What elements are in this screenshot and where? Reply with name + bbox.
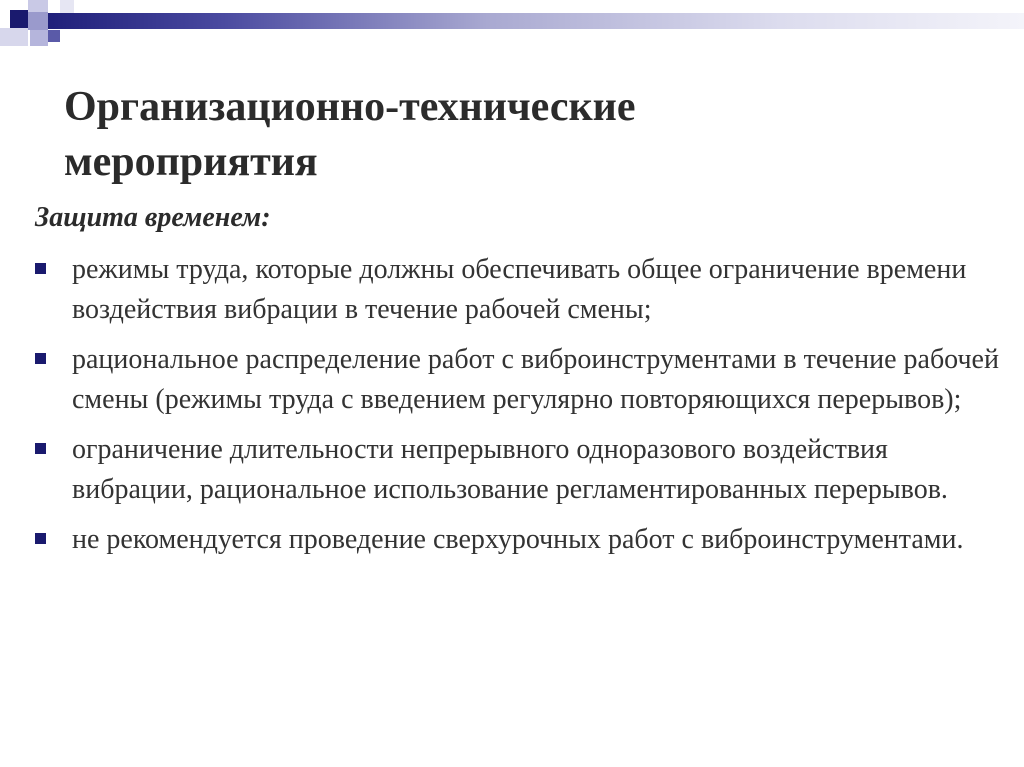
list-item	[35, 250, 1010, 330]
list-item	[35, 340, 1010, 420]
slide-title-line1: Организационно-технические	[64, 84, 636, 130]
list-item-text: ограничение длительности непрерывного одноразового воздействия вибрации, рациональное использование регламентированных перерывов.	[72, 434, 948, 505]
slide-title-line2: мероприятия	[64, 139, 318, 185]
bullet-list	[35, 250, 1010, 570]
deco-square-light	[28, 12, 48, 30]
list-item-text: не рекомендуется проведение сверхурочных работ с виброинструментами.	[72, 524, 964, 555]
deco-square-light	[28, 0, 48, 12]
list-item-text: рациональное распределение работ с виброинструментами в течение рабочей смены (режимы труда с введением регулярно повторяющихся перерывов);	[72, 344, 999, 415]
bullet-square-icon	[35, 533, 46, 544]
bullet-square-icon	[35, 443, 46, 454]
bullet-square-icon	[35, 353, 46, 364]
deco-square-dark	[48, 30, 60, 42]
deco-square-light	[30, 30, 48, 46]
section-subheading: Защита временем:	[35, 202, 271, 233]
header-gradient-bar	[48, 13, 1024, 29]
list-item-text: режимы труда, которые должны обеспечивать общее ограничение времени воздействия вибрации в течение рабочей смены;	[72, 254, 967, 325]
list-item	[35, 430, 1010, 510]
bullet-square-icon	[35, 263, 46, 274]
slide-decoration	[0, 0, 1024, 60]
slide-title	[64, 80, 964, 190]
deco-square-light	[60, 0, 74, 13]
deco-square-light	[0, 28, 28, 46]
list-item	[35, 520, 1010, 560]
deco-square-dark	[10, 10, 28, 28]
